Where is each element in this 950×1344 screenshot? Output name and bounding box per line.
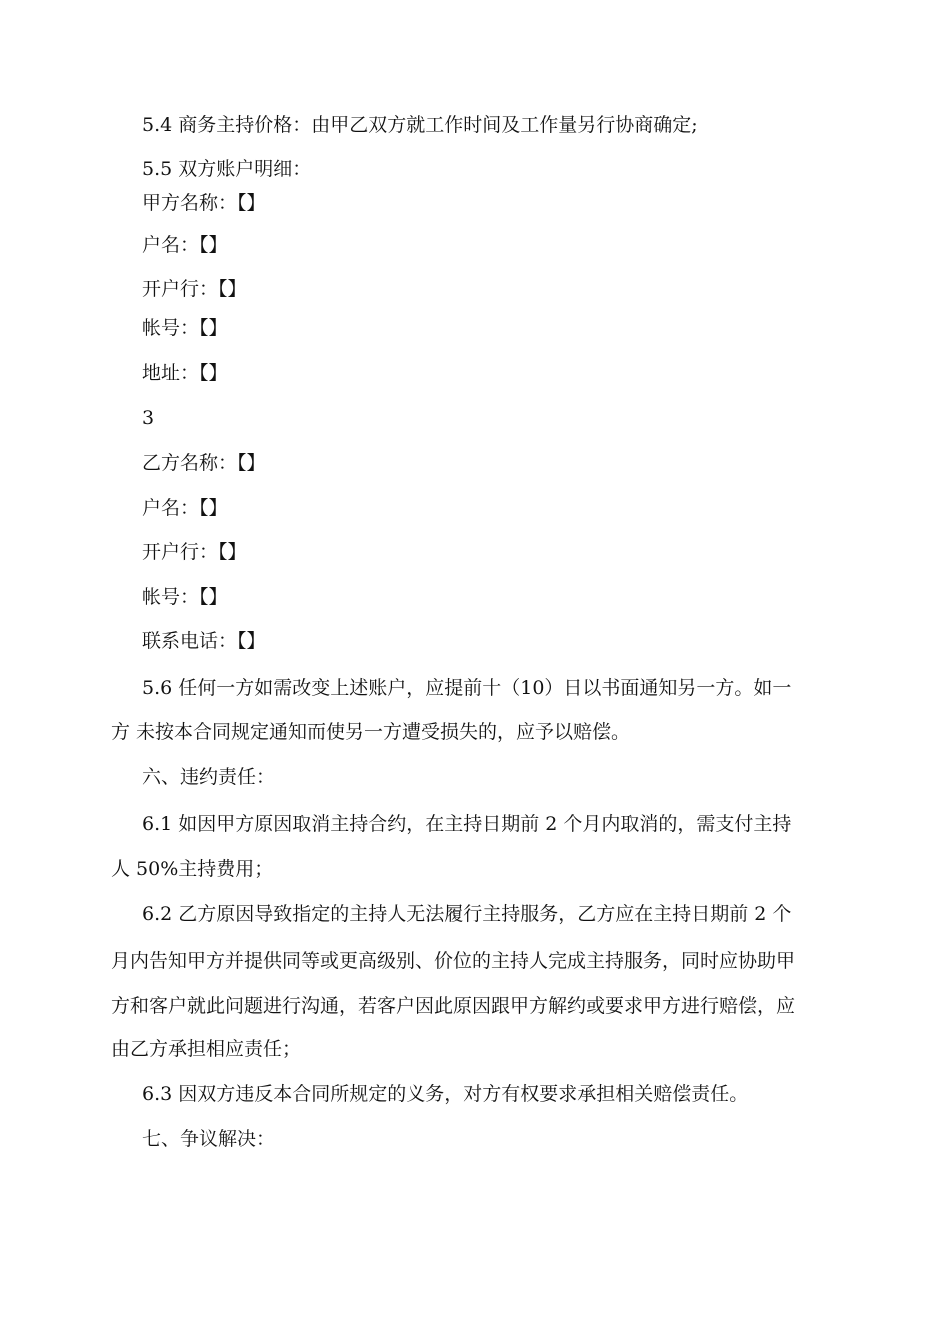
section-6-heading: 六、违约责任：	[142, 766, 276, 788]
clause-5-4: 5.4 商务主持价格：由甲乙双方就工作时间及工作量另行协商确定;	[142, 114, 698, 136]
clause-6-2-line-1: 6.2 乙方原因导致指定的主持人无法履行主持服务，乙方应在主持日期前 2 个	[142, 903, 792, 925]
page-number: 3	[142, 407, 155, 429]
party-b-account-name: 户名：【】	[142, 497, 228, 519]
party-a-name: 甲方名称：【】	[142, 192, 266, 214]
clause-6-2-line-4: 由乙方承担相应责任；	[111, 1038, 302, 1060]
section-7-heading: 七、争议解决：	[142, 1128, 276, 1150]
clause-6-2-line-3: 方和客户就此问题进行沟通，若客户因此原因跟甲方解约或要求甲方进行赔偿，应	[111, 995, 796, 1017]
party-a-bank: 开户行：【】	[142, 278, 247, 300]
party-b-phone: 联系电话：【】	[142, 630, 266, 652]
party-b-account-number: 帐号：【】	[142, 586, 228, 608]
party-b-name: 乙方名称：【】	[142, 452, 266, 474]
party-a-account-name: 户名：【】	[142, 234, 228, 256]
party-a-account-number: 帐号：【】	[142, 317, 228, 339]
party-b-bank: 开户行：【】	[142, 541, 247, 563]
clause-5-6-line-2: 方 未按本合同规定通知而使另一方遭受损失的，应予以赔偿。	[111, 721, 631, 743]
party-a-address: 地址：【】	[142, 362, 228, 384]
clause-6-2-line-2: 月内告知甲方并提供同等或更高级别、价位的主持人完成主持服务，同时应协助甲	[111, 950, 796, 972]
clause-6-3: 6.3 因双方违反本合同所规定的义务，对方有权要求承担相关赔偿责任。	[142, 1083, 749, 1105]
clause-5-5-heading: 5.5 双方账户明细：	[142, 158, 312, 180]
clause-6-1-line-1: 6.1 如因甲方原因取消主持合约，在主持日期前 2 个月内取消的，需支付主持	[142, 813, 792, 835]
clause-6-1-line-2: 人 50%主持费用；	[111, 858, 274, 880]
clause-5-6-line-1: 5.6 任何一方如需改变上述账户，应提前十（10）日以书面通知另一方。如一	[142, 677, 792, 699]
